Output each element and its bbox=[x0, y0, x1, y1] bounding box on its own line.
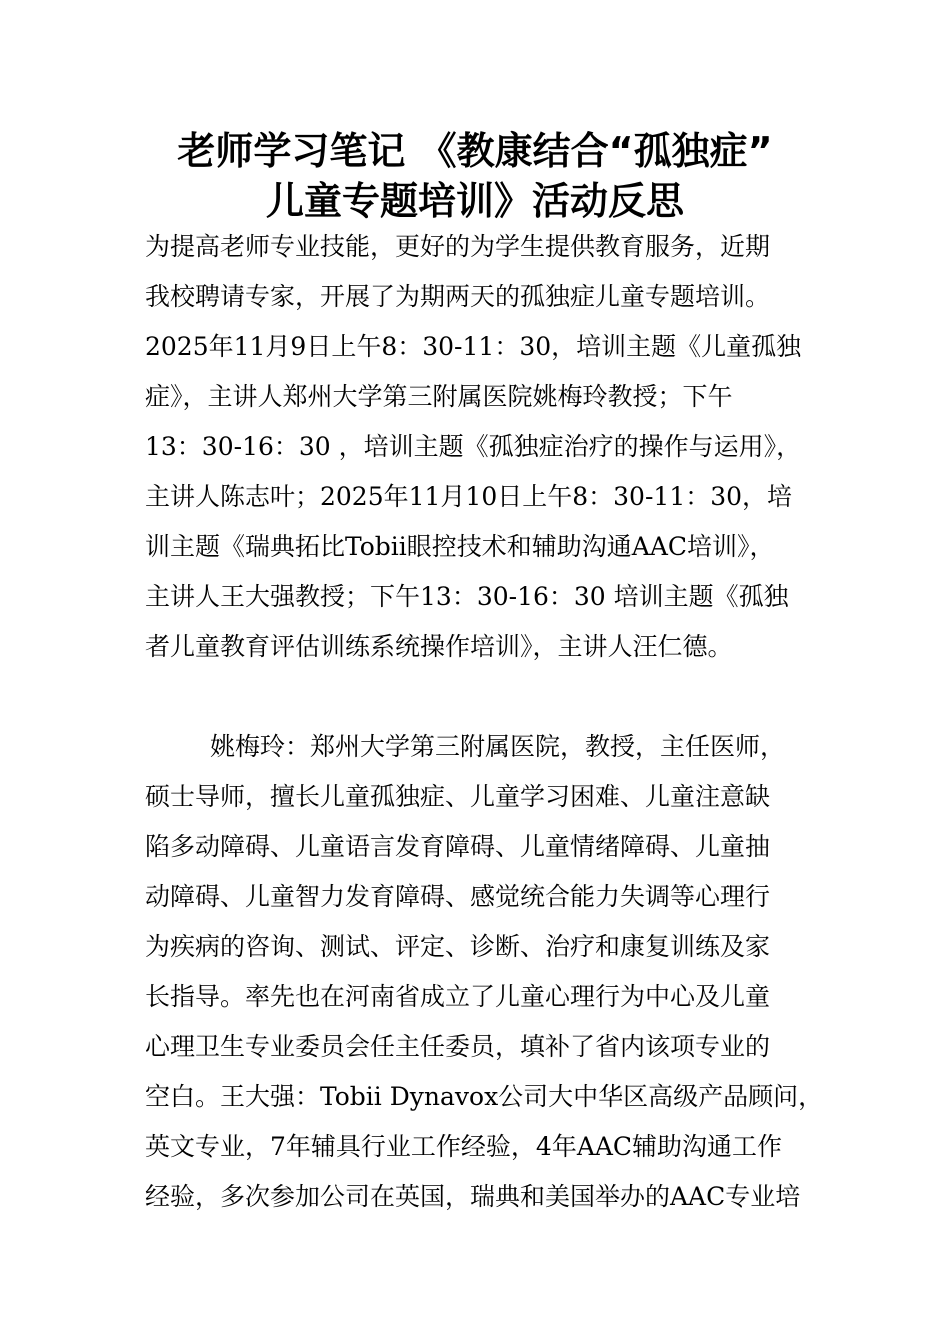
paragraph-2-line: 姚梅玲：郑州大学第三附属医院，教授，主任医师， bbox=[210, 732, 786, 761]
paragraph-1-line: 2025年11月9日上午8：30-11：30，培训主题《儿童孤独 bbox=[145, 332, 802, 361]
paragraph-2-line: 英文专业，7年辅具行业工作经验，4年AAC辅助沟通工作 bbox=[145, 1132, 783, 1161]
paragraph-1-line: 症》，主讲人郑州大学第三附属医院姚梅玲教授；下午 bbox=[145, 382, 733, 411]
document-title-line-2: 儿童专题培训》活动反思 bbox=[265, 179, 684, 223]
paragraph-2-line: 长指导。率先也在河南省成立了儿童心理行为中心及儿童 bbox=[145, 982, 771, 1011]
paragraph-1-line: 训主题《瑞典拓比Tobii眼控技术和辅助沟通AAC培训》， bbox=[145, 532, 775, 561]
paragraph-2-line: 经验，多次参加公司在英国，瑞典和美国举办的AAC专业培 bbox=[145, 1182, 801, 1211]
paragraph-1-line: 者儿童教育评估训练系统操作培训》，主讲人汪仁德。 bbox=[145, 632, 733, 661]
paragraph-1-line: 主讲人陈志叶；2025年11月10日上午8：30-11：30，培 bbox=[145, 482, 793, 511]
paragraph-2-line: 心理卫生专业委员会任主任委员，填补了省内该项专业的 bbox=[145, 1032, 771, 1061]
paragraph-2-line: 为疾病的咨询、测试、评定、诊断、治疗和康复训练及家 bbox=[145, 932, 771, 961]
paragraph-1-line: 主讲人王大强教授；下午13：30-16：30 培训主题《孤独 bbox=[145, 582, 789, 611]
paragraph-2-line: 空白。王大强：Tobii Dynavox公司大中华区高级产品顾问， bbox=[145, 1082, 824, 1111]
paragraph-1-line: 13：30-16：30 ，培训主题《孤独症治疗的操作与运用》， bbox=[145, 432, 802, 461]
paragraph-1-line: 为提高老师专业技能，更好的为学生提供教育服务，近期 bbox=[145, 232, 771, 261]
paragraph-2-line: 陷多动障碍、儿童语言发育障碍、儿童情绪障碍、儿童抽 bbox=[145, 832, 771, 861]
paragraph-1-line: 我校聘请专家，开展了为期两天的孤独症儿童专题培训。 bbox=[145, 282, 771, 311]
paragraph-2-line: 动障碍、儿童智力发育障碍、感觉统合能力失调等心理行 bbox=[145, 882, 771, 911]
paragraph-2-line: 硕士导师，擅长儿童孤独症、儿童学习困难、儿童注意缺 bbox=[145, 782, 771, 811]
document-title-line-1: 老师学习笔记 《教康结合“孤独症” bbox=[177, 129, 773, 173]
